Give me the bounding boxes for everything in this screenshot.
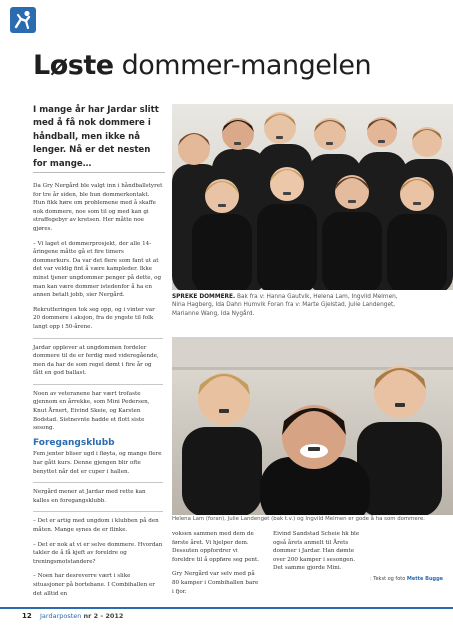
paragraph: Eivind Sandstad Scheie hk ble også årets anmelt til Årets dommer i Jardar. Han dømte over 200 kamper i sesongen. Det samme gjorde Mini. — [273, 531, 360, 572]
caption-lead: SPREKE DOMMERE. — [172, 294, 236, 300]
paragraph: Jardar opplever at ungdommen fordeler dommere til de er ferdig med videregående, men da har de som regel dømt i fire år og fått en god ballast. — [33, 344, 159, 377]
headline-bold: Løste — [33, 50, 114, 81]
byline-bullet: : — [370, 576, 374, 582]
paragraph: Rekrutteringen tok seg opp, og i vinter var 20 dommere i aksjon, fra de yngste til folk langt opp i 50-årene. — [33, 306, 155, 330]
divider — [33, 172, 165, 173]
body-column-left — [33, 182, 163, 604]
photo-caption — [172, 293, 412, 318]
divider — [33, 338, 163, 339]
divider — [33, 482, 163, 483]
article-ingress: I mange år har Jardar slitt med å få nok dommere i håndball, men ikke nå lenger. Nå er det nesten for mange… — [33, 105, 159, 169]
handball-logo-icon — [10, 7, 36, 33]
paragraph: – Vi laget et dommerprosjekt, der alle 14-åringene måtte gå et fire timers dommerkurs. Da var det flere som fant ut at det var veldig fint å være kampleder. Ikke minst tjener ungdommer penger på dette, og man kan være dommer istedenfor å ha en annen betalt jobb, sier Nergård. — [33, 240, 162, 299]
byline-author: Mette Bugge — [406, 576, 444, 582]
paragraph: Gry Nergård var selv med på 80 kamper i Combihallen bare i fjor. — [172, 571, 259, 595]
byline — [370, 576, 443, 582]
body-column-right — [273, 530, 361, 579]
section-subhead: Foregangsklubb — [33, 437, 115, 448]
paragraph: – Noen har desreverre vært i slike situasjoner på bortebane. I Combihallen er det alltid en — [33, 573, 155, 597]
photo-caption-2: Helena Lam (foran), Julie Landenget (bak t.v.) og Ingvild Melmen er gode å ha som dommere. — [172, 516, 425, 522]
paragraph: Noen av veteranene har vært trofaste gjennom en årrekke, som Mini Pedersen, Knut Årnert, Eivind Skeie, og Karsten Bodstad. Sistnevnte hadde et flott siste sesong. — [33, 390, 150, 432]
publication-name — [40, 612, 123, 620]
group-photo — [172, 104, 453, 290]
publication-title: Jardarposten — [40, 612, 82, 620]
paragraph: voksen sammen med dem de første året. Vi hjelper dem. Dessuten oppfordrer vi foreldre til å oppføre seg pent. — [172, 531, 260, 563]
footer-rule — [0, 607, 453, 609]
body-column-middle — [172, 530, 260, 602]
paragraph: – Det er artig med ungdom i klubben på den måten. Mange synes de er flinke. — [33, 518, 159, 533]
byline-prefix: Tekst og foto — [373, 576, 406, 582]
paragraph: – Det er nok at vi er selve dommere. Hvordan takler de å få kjeft av foreldre og treningsmotstandere? — [33, 541, 163, 565]
divider — [33, 511, 163, 512]
article-headline — [33, 50, 371, 81]
paragraph: Nergård mener at Jardar med rette kan kalles en foregangsklubb. — [33, 489, 146, 504]
headline-light: dommer-mangelen — [121, 50, 372, 81]
paragraph: Fem jenter bliser ugd i fløyta, og mange flere har gått kurs. Denne gjengen blir ofte benyttet når det er cuper i hallen. — [33, 451, 162, 475]
issue-label: nr 2 - 2012 — [83, 612, 124, 620]
paragraph: Da Gry Nergård ble valgt inn i håndballstyret for tre år siden, ble hun dommerkontakt. Hun fikk høre om problemene med å skaffe nok dommere, noe som til og med kan gi straffegebyr av kretsen. Her måtte noe gjøres. — [33, 183, 163, 232]
divider — [33, 384, 163, 385]
caption-text: Bak fra v: Hanna Gautvik, Helena Lam, Ingvild Melmen, Nina Hagberg, Ida Dahn Humvik Foran fra v: Marte Gjelstad, Julie Landenget, Marianne Wang, Ida Nygård. — [172, 294, 398, 317]
page-number: 12 — [22, 612, 32, 620]
trio-photo — [172, 337, 453, 515]
